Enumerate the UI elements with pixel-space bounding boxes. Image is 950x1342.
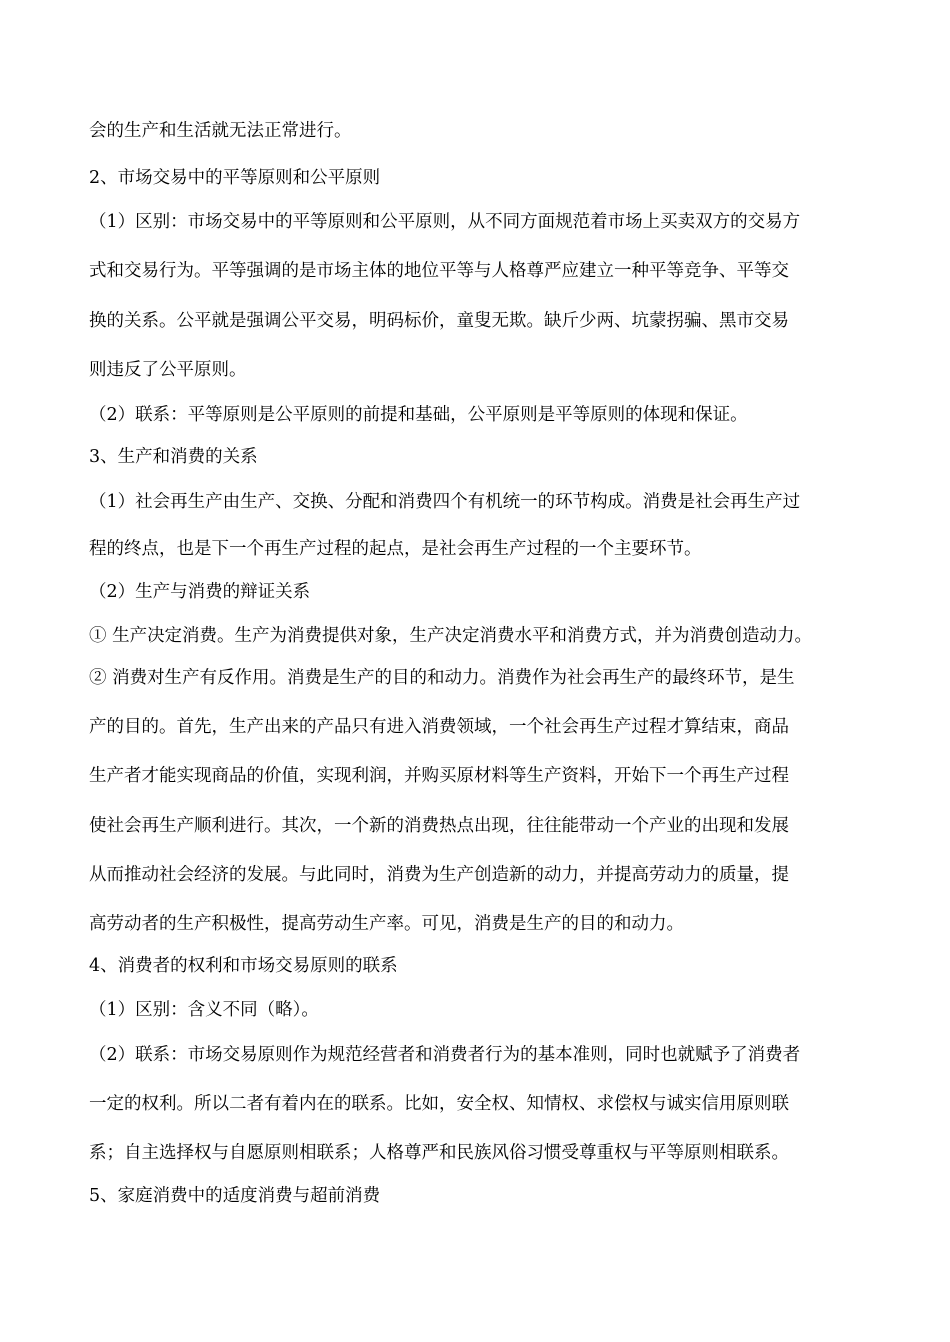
text-line-23: 系；自主选择权与自愿原则相联系；人格尊严和民族风俗习惯受尊重权与平等原则相联系。: [89, 1143, 789, 1163]
text-line-20: （1）区别：含义不同（略）。: [89, 1000, 319, 1020]
text-line-6: 则违反了公平原则。: [89, 360, 247, 380]
text-line-16: 使社会再生产顺利进行。其次，一个新的消费热点出现，往往能带动一个产业的出现和发展: [89, 816, 789, 836]
text-line-21: （2）联系：市场交易原则作为规范经营者和消费者行为的基本准则，同时也就赋予了消费者: [89, 1045, 801, 1065]
text-line-14: 产的目的。首先，生产出来的产品只有进入消费领域，一个社会再生产过程才算结束，商品: [89, 717, 789, 737]
text-line-12: ① 生产决定消费。生产为消费提供对象，生产决定消费水平和消费方式，并为消费创造动力。: [89, 626, 813, 646]
text-line-15: 生产者才能实现商品的价值，实现利润，并购买原材料等生产资料，开始下一个再生产过程: [89, 766, 789, 786]
text-line-7: （2）联系：平等原则是公平原则的前提和基础，公平原则是平等原则的体现和保证。: [89, 405, 748, 425]
text-line-10: 程的终点，也是下一个再生产过程的起点，是社会再生产过程的一个主要环节。: [89, 539, 702, 559]
section-heading-3: 3、生产和消费的关系: [89, 447, 258, 467]
text-line-3: （1）区别：市场交易中的平等原则和公平原则，从不同方面规范着市场上买卖双方的交易方: [89, 212, 801, 232]
section-heading-4: 4、消费者的权利和市场交易原则的联系: [89, 956, 398, 976]
text-line-13: ② 消费对生产有反作用。消费是生产的目的和动力。消费作为社会再生产的最终环节，是生: [89, 668, 795, 688]
text-line-11: （2）生产与消费的辩证关系: [89, 582, 311, 602]
text-line-5: 换的关系。公平就是强调公平交易，明码标价，童叟无欺。缺斤少两、坑蒙拐骗、黑市交易: [89, 311, 789, 331]
section-heading-5: 5、家庭消费中的适度消费与超前消费: [89, 1186, 381, 1206]
text-line-18: 高劳动者的生产积极性，提高劳动生产率。可见，消费是生产的目的和动力。: [89, 914, 684, 934]
text-line-9: （1）社会再生产由生产、交换、分配和消费四个有机统一的环节构成。消费是社会再生产过: [89, 492, 801, 512]
text-line-22: 一定的权利。所以二者有着内在的联系。比如，安全权、知情权、求偿权与诚实信用原则联: [89, 1094, 789, 1114]
text-line-1: 会的生产和生活就无法正常进行。: [89, 121, 352, 141]
text-line-17: 从而推动社会经济的发展。与此同时，消费为生产创造新的动力，并提高劳动力的质量，提: [89, 865, 789, 885]
section-heading-2: 2、市场交易中的平等原则和公平原则: [89, 168, 381, 188]
text-line-4: 式和交易行为。平等强调的是市场主体的地位平等与人格尊严应建立一种平等竞争、平等交: [89, 261, 789, 281]
